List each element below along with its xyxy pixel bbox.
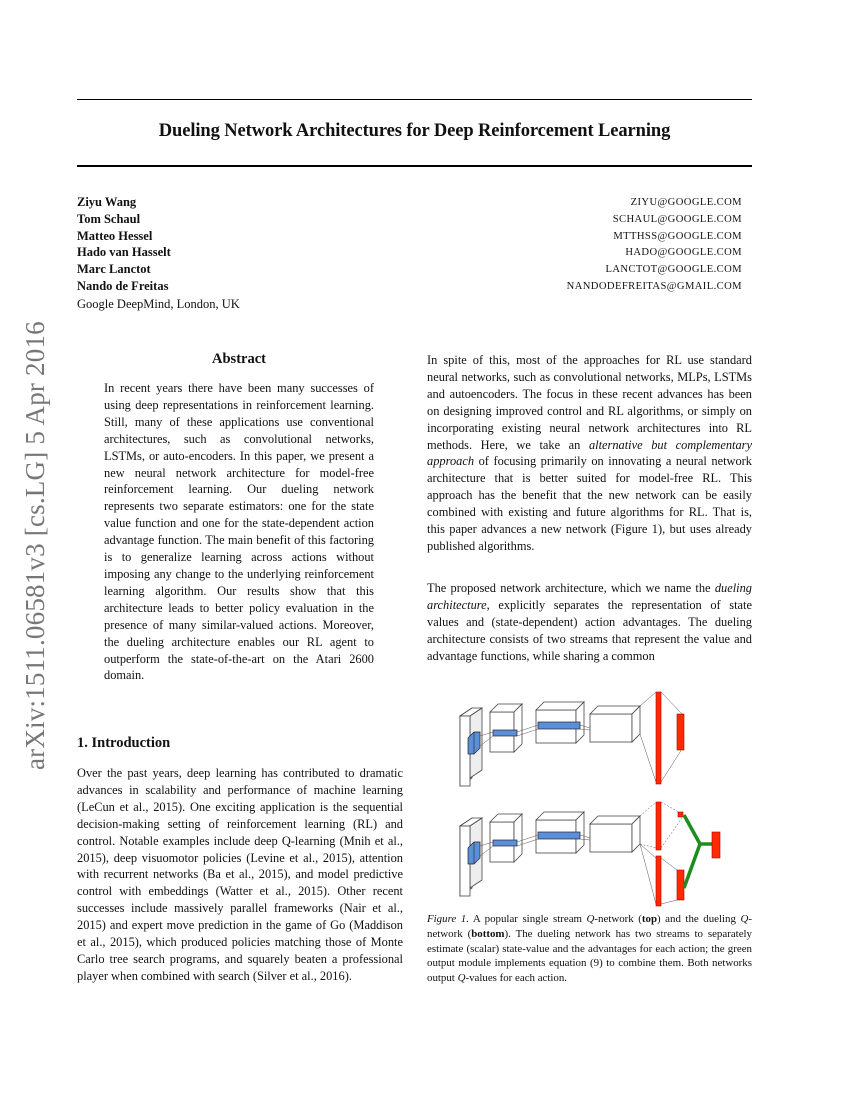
text-run: A popular single stream <box>468 913 587 925</box>
introduction-para-1 <box>77 765 403 985</box>
top-rule <box>77 99 752 100</box>
text-run: -values for each action. <box>465 972 568 985</box>
paragraph-text: Over the past years, deep learning has contributed to dramatic advances in scalability and performance of machine learning (LeCun et al., 2015). One exciting application is the sequential decision-making setting of reinforcement learning (RL) and control. Notable examples include deep Q-learning (Mnih et al., 2015), deep visuomotor policies (Levine et al., 2015), attention with recurrent networks (Ba et al., 2015), and model predictive control with embeddings (Watter et al., 2015). Other recent successes include massively parallel frameworks (Nair et al., 2015) and expert move prediction in the game of Go (Maddison et al., 2015), which produced policies matching those of Monte Carlo tree search programs, and squarely beaten a professional player when combined with search (Silver et al., 2016). <box>77 766 403 983</box>
text-run: ) and the dueling <box>657 913 741 925</box>
math-q: Q <box>740 913 749 925</box>
author-email: MTTHSS@GOOGLE.COM <box>613 230 742 242</box>
author-name: Tom Schaul <box>77 211 141 226</box>
text-run: ). The dueling network has two streams to separately estimate (scalar) state-value and the advantages for each action; the green output module implements equation (9) to combine them. Both networks output <box>427 927 752 985</box>
author-email: HADO@GOOGLE.COM <box>625 247 742 259</box>
abstract-heading: Abstract <box>212 351 266 367</box>
text-run: -network ( <box>594 913 642 925</box>
author-email: ZIYU@GOOGLE.COM <box>630 197 742 208</box>
abstract-text: In recent years there have been many successes of using deep representations in reinforcement learning. Still, many of these applications use conventional architectures, such as convolutional networks, LSTMs, or auto-encoders. In this paper, we present a new neural network architecture for model-free reinforcement learning. Our dueling network represents two separate estimators: one for the state value function and one for the state-dependent action advantage function. The main benefit of this factoring is to generalize learning across actions without imposing any change to the underlying reinforcement learning algorithm. Our results show that this architecture leads to better policy evaluation in the presence of many similar-valued actions. Moreover, the dueling architecture enables our RL agent to outperform the state-of-the-art on the Atari 2600 domain. <box>104 381 374 683</box>
author-email: LANCTOT@GOOGLE.COM <box>605 264 742 276</box>
author-email: NANDODEFREITAS@GMAIL.COM <box>566 280 742 292</box>
introduction-para-3 <box>427 580 752 665</box>
math-q: Q <box>586 913 595 925</box>
text-run: of focusing primarily on innovating a neural network architecture that is better suited for model-free RL. This approach has the benefit that the new network can be easily combined with existing and future algorithms for RL. That is, this paper advances a new network (Figure 1), but uses already published algorithms. <box>427 454 752 553</box>
emphasis-text: dueling architecture <box>427 581 752 612</box>
paragraph-text <box>427 580 752 665</box>
figure-label: Figure 1. <box>427 913 469 925</box>
math-q: Q <box>457 972 466 985</box>
bold-text: bottom <box>471 927 505 940</box>
author-name: Marc Lanctot <box>77 262 151 277</box>
dueling-q-network <box>460 802 720 906</box>
text-run: In spite of this, most of the approaches for RL use standard neural networks, such as convolutional networks, MLPs, LSTMs and autoencoders. The focus in these recent advances has been on designing improved control and RL algorithms, or simply on incorporating existing neural network architectures into RL methods. Here, we take an <box>427 353 752 452</box>
author-name: Ziyu Wang <box>77 195 137 209</box>
single-stream-q-network <box>460 692 684 786</box>
author-name: Hado van Hasselt <box>77 245 171 260</box>
author-list <box>77 194 240 313</box>
author-email: SCHAUL@GOOGLE.COM <box>612 213 742 225</box>
text-run: -network ( <box>427 913 752 940</box>
affiliation: Google DeepMind, London, UK <box>77 296 240 311</box>
figure-1-caption <box>427 912 752 986</box>
network-architecture-diagram <box>450 680 740 910</box>
paragraph-text <box>427 352 752 555</box>
abstract-body <box>104 380 374 684</box>
author-name: Matteo Hessel <box>77 228 153 243</box>
arxiv-stamp: arXiv:1511.06581v3 [cs.LG] 5 Apr 2016 <box>20 321 50 770</box>
title-bottom-rule <box>77 165 752 167</box>
emphasis-text: alternative but complementary approach <box>427 437 752 469</box>
paper-title: Dueling Network Architectures for Deep Reinforcement Learning <box>158 121 671 141</box>
figure-1-network-diagram <box>450 680 740 910</box>
section-heading-introduction: 1. Introduction <box>77 735 171 751</box>
bold-text: top <box>641 913 658 925</box>
author-name: Nando de Freitas <box>77 278 169 293</box>
author-emails <box>567 195 742 296</box>
combine-module <box>684 815 712 888</box>
text-run: , explicitly separates the representation of state values and (state-dependent) action advantages. The dueling architecture consists of two streams that represent the value and advantage functions, while sharing a common <box>427 597 752 663</box>
introduction-para-2 <box>427 352 752 555</box>
text-run: The proposed network architecture, which we name the <box>427 581 715 595</box>
